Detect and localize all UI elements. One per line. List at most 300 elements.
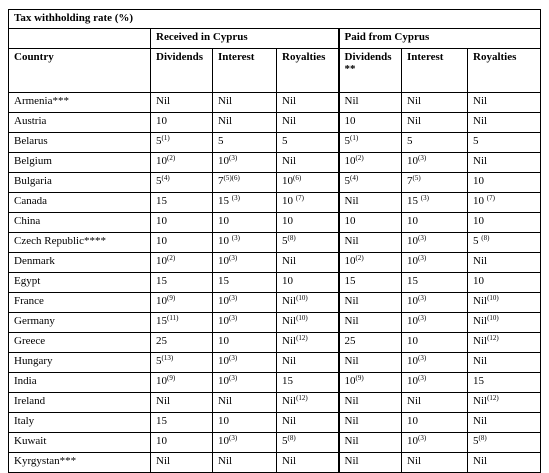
rate-value: 15 [156, 275, 167, 287]
footnote-ref: (3) [418, 374, 427, 382]
rate-value: Nil [218, 395, 233, 407]
paid-royalties-cell [468, 373, 541, 393]
table-row [9, 353, 541, 373]
rate-value: 5 [407, 135, 413, 147]
footnote-ref: (8) [287, 234, 296, 242]
footnote-ref: (1) [350, 134, 359, 142]
rate-value: 10 [407, 295, 418, 307]
rate-value: 25 [344, 335, 356, 347]
rate-value: Nil [282, 335, 297, 347]
rate-value: 10 [344, 375, 356, 387]
rate-value: Nil [473, 255, 488, 267]
received-royalties-cell [277, 93, 339, 113]
footnote-ref: (4) [161, 174, 170, 182]
paid-royalties-cell [468, 453, 541, 473]
paid-dividends-cell [339, 133, 402, 153]
paid-dividends-cell [339, 373, 402, 393]
paid-royalties-cell [468, 433, 541, 453]
paid-royalties-cell [468, 353, 541, 373]
received-royalties-cell [277, 273, 339, 293]
country-cell: France [9, 293, 151, 313]
rate-value: Nil [473, 415, 488, 427]
received-dividends-cell [151, 193, 213, 213]
rate-value: 10 [407, 255, 418, 267]
paid-interest-cell [402, 273, 468, 293]
paid-dividends-cell [339, 273, 402, 293]
footnote-ref: (8) [481, 234, 490, 242]
rate-value: 5 [344, 175, 350, 187]
received-dividends-cell [151, 253, 213, 273]
received-interest-cell [213, 413, 277, 433]
rate-value: Nil [282, 355, 297, 367]
table-row [9, 173, 541, 193]
group-header-received: Received in Cyprus [151, 29, 339, 49]
received-dividends-cell [151, 93, 213, 113]
rate-value: 5 [156, 355, 162, 367]
footnote-ref: (3) [418, 314, 427, 322]
paid-interest-cell [402, 453, 468, 473]
country-cell: Hungary [9, 353, 151, 373]
table-row [9, 373, 541, 393]
paid-royalties-cell [468, 213, 541, 233]
rate-value: 5 [344, 135, 350, 147]
paid-royalties-cell [468, 193, 541, 213]
received-interest-cell [213, 393, 277, 413]
paid-interest-cell [402, 433, 468, 453]
footnote-ref: (3) [418, 254, 427, 262]
title-row [9, 10, 541, 29]
rate-value: 15 [473, 375, 484, 387]
received-dividends-cell [151, 173, 213, 193]
table-row [9, 133, 541, 153]
rate-value: 10 [282, 195, 296, 207]
footnote-ref: (3) [229, 254, 238, 262]
rate-value: 5 [156, 175, 162, 187]
footnote-ref: (4) [350, 174, 359, 182]
rate-value: Nil [282, 255, 297, 267]
footnote-ref: (3) [229, 434, 238, 442]
paid-royalties-cell [468, 173, 541, 193]
rate-value: Nil [473, 115, 488, 127]
table-row [9, 253, 541, 273]
rate-value: 5 [218, 135, 224, 147]
rate-value: 10 [156, 295, 167, 307]
footnote-ref: (12) [487, 334, 499, 342]
footnote-ref: (10) [487, 314, 499, 322]
footnote-ref: (3) [229, 154, 238, 162]
paid-royalties-cell [468, 253, 541, 273]
rate-value: Nil [282, 155, 297, 167]
paid-interest-cell [402, 213, 468, 233]
footnote-ref: (12) [296, 394, 308, 402]
footnote-ref: (12) [296, 334, 308, 342]
paid-interest-cell [402, 333, 468, 353]
table-row [9, 313, 541, 333]
rate-value: 10 [407, 375, 418, 387]
received-interest-cell [213, 173, 277, 193]
received-royalties-cell [277, 333, 339, 353]
footnote-ref: (12) [487, 394, 499, 402]
rate-value: Nil [344, 295, 359, 307]
rate-value: 5 [282, 135, 288, 147]
rate-value: 10 [407, 155, 418, 167]
rate-value: Nil [218, 115, 233, 127]
table-row [9, 333, 541, 353]
paid-dividends-cell [339, 393, 402, 413]
table-row [9, 453, 541, 473]
rate-value: 10 [407, 235, 418, 247]
received-royalties-cell [277, 173, 339, 193]
paid-royalties-cell [468, 93, 541, 113]
footnote-ref: (10) [296, 294, 308, 302]
paid-interest-cell [402, 293, 468, 313]
rate-value: Nil [282, 115, 297, 127]
paid-dividends-cell [339, 433, 402, 453]
paid-interest-cell [402, 93, 468, 113]
footnote-ref: (5) [412, 174, 421, 182]
rate-value: 10 [218, 215, 229, 227]
footnote-ref: (3) [418, 234, 427, 242]
country-cell: Germany [9, 313, 151, 333]
paid-royalties-cell [468, 293, 541, 313]
rate-value: 15 [156, 315, 167, 327]
column-header-paid-interest: Interest [402, 49, 468, 93]
rate-value: 10 [218, 295, 229, 307]
received-dividends-cell [151, 413, 213, 433]
received-royalties-cell [277, 133, 339, 153]
footnote-ref: (2) [355, 254, 364, 262]
paid-interest-cell [402, 133, 468, 153]
withholding-tax-table [8, 9, 541, 473]
rate-value: 10 [218, 375, 229, 387]
paid-interest-cell [402, 353, 468, 373]
received-royalties-cell [277, 113, 339, 133]
rate-value: Nil [344, 315, 359, 327]
footnote-ref: (9) [355, 374, 364, 382]
received-royalties-cell [277, 313, 339, 333]
received-dividends-cell [151, 313, 213, 333]
rate-value: 10 [407, 435, 418, 447]
footnote-ref: (8) [478, 434, 487, 442]
paid-interest-cell [402, 413, 468, 433]
paid-royalties-cell [468, 133, 541, 153]
rate-value: 10 [156, 435, 167, 447]
table-row [9, 113, 541, 133]
paid-dividends-cell [339, 333, 402, 353]
rate-value: 10 [218, 355, 229, 367]
received-interest-cell [213, 233, 277, 253]
country-cell: Ireland [9, 393, 151, 413]
country-cell: China [9, 213, 151, 233]
rate-value: Nil [344, 415, 359, 427]
rate-value: 5 [473, 135, 479, 147]
table-title: Tax withholding rate (%) [9, 10, 541, 29]
table-row [9, 393, 541, 413]
received-dividends-cell [151, 153, 213, 173]
rate-value: 10 [407, 315, 418, 327]
received-royalties-cell [277, 353, 339, 373]
country-cell: Denmark [9, 253, 151, 273]
rate-value: Nil [344, 235, 359, 247]
paid-dividends-cell [339, 113, 402, 133]
footnote-ref: (13) [161, 354, 174, 362]
footnote-ref: (3) [418, 294, 427, 302]
paid-interest-cell [402, 173, 468, 193]
table-row [9, 233, 541, 253]
table-row [9, 213, 541, 233]
footnote-ref: (7) [486, 194, 495, 202]
received-royalties-cell [277, 253, 339, 273]
rate-value: Nil [344, 195, 359, 207]
rate-value: Nil [156, 395, 171, 407]
paid-dividends-cell [339, 173, 402, 193]
received-royalties-cell [277, 433, 339, 453]
rate-value: Nil [156, 455, 171, 467]
rate-value: Nil [344, 395, 359, 407]
rate-value: Nil [282, 395, 297, 407]
footnote-ref: (6) [293, 174, 302, 182]
received-dividends-cell [151, 373, 213, 393]
rate-value: 25 [156, 335, 167, 347]
rate-value: 10 [407, 215, 418, 227]
rate-value: 15 [407, 195, 421, 207]
rate-value: 7 [218, 175, 224, 187]
footnote-ref: (3) [418, 434, 427, 442]
rate-value: 5 [282, 235, 288, 247]
rate-value: Nil [473, 295, 488, 307]
rate-value: 15 [156, 415, 167, 427]
country-cell: Kyrgystan*** [9, 453, 151, 473]
paid-interest-cell [402, 153, 468, 173]
footnote-ref: (3) [420, 194, 429, 202]
rate-value: Nil [282, 95, 297, 107]
paid-dividends-cell [339, 413, 402, 433]
received-royalties-cell [277, 153, 339, 173]
rate-value: Nil [407, 455, 422, 467]
paid-dividends-cell [339, 313, 402, 333]
rate-value: 10 [407, 355, 418, 367]
rate-value: 10 [218, 315, 229, 327]
footnote-ref: (10) [296, 314, 308, 322]
country-cell: Bulgaria [9, 173, 151, 193]
paid-royalties-cell [468, 393, 541, 413]
paid-royalties-cell [468, 313, 541, 333]
paid-dividends-cell [339, 293, 402, 313]
country-cell: Czech Republic**** [9, 233, 151, 253]
country-cell: Austria [9, 113, 151, 133]
rate-value: 10 [218, 335, 229, 347]
rate-value: 10 [473, 195, 487, 207]
rate-value: 10 [218, 415, 229, 427]
rate-value: Nil [407, 395, 422, 407]
footnote-ref: (3) [229, 374, 238, 382]
footnote-ref: (8) [287, 434, 296, 442]
rate-value: Nil [156, 95, 171, 107]
rate-value: Nil [473, 455, 488, 467]
received-royalties-cell [277, 193, 339, 213]
paid-dividends-cell [339, 233, 402, 253]
paid-dividends-cell [339, 353, 402, 373]
rate-value: Nil [282, 295, 297, 307]
rate-value: 10 [282, 175, 293, 187]
received-interest-cell [213, 93, 277, 113]
paid-dividends-cell [339, 453, 402, 473]
paid-interest-cell [402, 193, 468, 213]
footnote-ref: (2) [167, 154, 176, 162]
rate-value: Nil [218, 95, 233, 107]
received-interest-cell [213, 373, 277, 393]
paid-dividends-cell [339, 193, 402, 213]
rate-value: Nil [473, 155, 488, 167]
paid-royalties-cell [468, 413, 541, 433]
column-header-paid-dividends: Dividends ** [339, 49, 402, 93]
rate-value: Nil [407, 115, 422, 127]
rate-value: 10 [156, 115, 167, 127]
footnote-ref: (10) [487, 294, 499, 302]
received-interest-cell [213, 153, 277, 173]
rate-value: 5 [282, 435, 288, 447]
paid-dividends-cell [339, 213, 402, 233]
received-royalties-cell [277, 233, 339, 253]
rate-value: 10 [156, 375, 167, 387]
paid-interest-cell [402, 393, 468, 413]
rate-value: Nil [344, 355, 359, 367]
rate-value: Nil [473, 95, 488, 107]
rate-value: 10 [344, 115, 356, 127]
rate-value: Nil [282, 455, 297, 467]
rate-value: Nil [282, 415, 297, 427]
paid-royalties-cell [468, 153, 541, 173]
received-interest-cell [213, 113, 277, 133]
paid-royalties-cell [468, 233, 541, 253]
rate-value: 10 [344, 255, 356, 267]
received-dividends-cell [151, 233, 213, 253]
received-royalties-cell [277, 413, 339, 433]
rate-value: Nil [407, 95, 422, 107]
country-cell: Italy [9, 413, 151, 433]
received-dividends-cell [151, 393, 213, 413]
rate-value: 10 [282, 215, 293, 227]
rate-value: 10 [473, 275, 484, 287]
footnote-ref: (9) [167, 374, 176, 382]
group-header-row [9, 29, 541, 49]
received-dividends-cell [151, 333, 213, 353]
paid-royalties-cell [468, 113, 541, 133]
rate-value: 15 [218, 195, 232, 207]
received-royalties-cell [277, 293, 339, 313]
table-row [9, 433, 541, 453]
rate-value: 10 [156, 215, 167, 227]
table-row [9, 193, 541, 213]
country-cell: Kuwait [9, 433, 151, 453]
received-royalties-cell [277, 393, 339, 413]
received-dividends-cell [151, 293, 213, 313]
received-interest-cell [213, 193, 277, 213]
rate-value: 5 [473, 235, 482, 247]
received-interest-cell [213, 293, 277, 313]
received-interest-cell [213, 213, 277, 233]
footnote-ref: (3) [229, 354, 238, 362]
country-cell: Greece [9, 333, 151, 353]
received-dividends-cell [151, 353, 213, 373]
rate-value: 10 [344, 215, 356, 227]
rate-value: 10 [344, 155, 356, 167]
rate-value: Nil [473, 395, 488, 407]
table-row [9, 93, 541, 113]
received-royalties-cell [277, 373, 339, 393]
received-royalties-cell [277, 213, 339, 233]
received-interest-cell [213, 353, 277, 373]
received-interest-cell [213, 133, 277, 153]
footnote-ref: (2) [167, 254, 176, 262]
received-dividends-cell [151, 213, 213, 233]
table-row [9, 153, 541, 173]
received-interest-cell [213, 313, 277, 333]
footnote-ref: (3) [418, 154, 427, 162]
column-header-received-interest: Interest [213, 49, 277, 93]
rate-value: 10 [218, 155, 229, 167]
rate-value: 15 [282, 375, 293, 387]
rate-value: Nil [344, 455, 359, 467]
column-header-received-dividends: Dividends [151, 49, 213, 93]
received-interest-cell [213, 433, 277, 453]
rate-value: 10 [218, 255, 229, 267]
rate-value: 10 [156, 255, 167, 267]
footnote-ref: (9) [167, 294, 176, 302]
rate-value: 5 [473, 435, 479, 447]
footnote-ref: (1) [161, 134, 170, 142]
received-interest-cell [213, 333, 277, 353]
country-cell: India [9, 373, 151, 393]
paid-interest-cell [402, 113, 468, 133]
rate-value: 10 [473, 175, 484, 187]
column-header-received-royalties: Royalties [277, 49, 339, 93]
rate-value: Nil [344, 95, 359, 107]
country-cell: Armenia*** [9, 93, 151, 113]
received-dividends-cell [151, 273, 213, 293]
country-cell: Belarus [9, 133, 151, 153]
table-row [9, 413, 541, 433]
rate-value: 10 [218, 435, 229, 447]
paid-dividends-cell [339, 93, 402, 113]
rate-value: Nil [218, 455, 233, 467]
rate-value: Nil [473, 315, 488, 327]
received-interest-cell [213, 253, 277, 273]
column-header-paid-royalties: Royalties [468, 49, 541, 93]
group-header-blank [9, 29, 151, 49]
rate-value: 10 [156, 155, 167, 167]
footnote-ref: (2) [355, 154, 364, 162]
footnote-ref: (3) [229, 314, 238, 322]
footnote-ref: (3) [231, 234, 240, 242]
rate-value: 15 [156, 195, 167, 207]
paid-interest-cell [402, 373, 468, 393]
received-dividends-cell [151, 453, 213, 473]
received-dividends-cell [151, 113, 213, 133]
rate-value: 10 [282, 275, 293, 287]
group-header-paid: Paid from Cyprus [339, 29, 541, 49]
footnote-ref: (3) [418, 354, 427, 362]
footnote-ref: (11) [167, 314, 179, 322]
received-interest-cell [213, 453, 277, 473]
paid-interest-cell [402, 313, 468, 333]
received-dividends-cell [151, 133, 213, 153]
rate-value: 10 [407, 335, 418, 347]
paid-royalties-cell [468, 333, 541, 353]
rate-value: 15 [218, 275, 229, 287]
received-dividends-cell [151, 433, 213, 453]
rate-value: Nil [282, 315, 297, 327]
